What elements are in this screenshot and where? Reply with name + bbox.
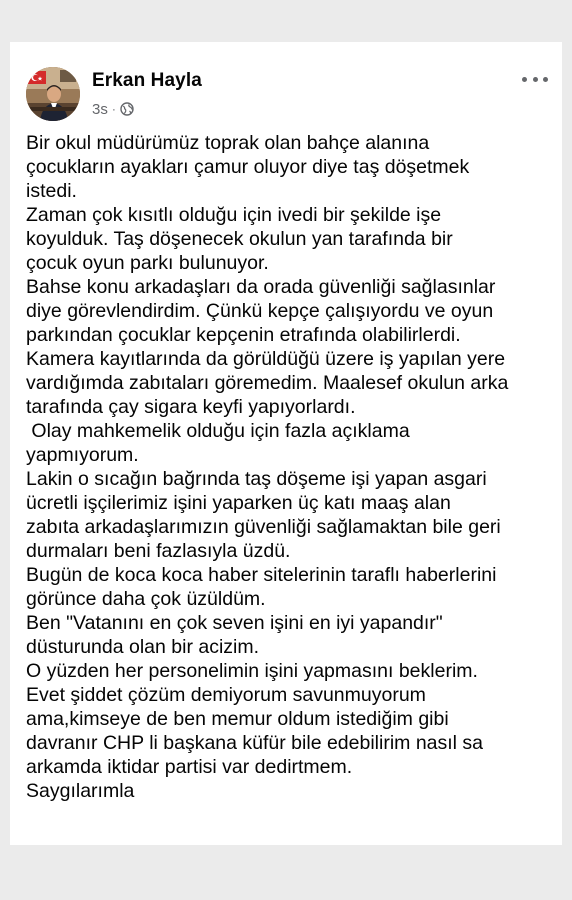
meta-separator: · (111, 102, 116, 116)
post-card (10, 42, 562, 845)
author-avatar[interactable] (26, 67, 80, 121)
globe-icon[interactable] (120, 102, 134, 116)
post-text-line: ücretli işçilerimiz işini yaparken üç katı maaş alan (26, 492, 451, 514)
post-text-line: davranır CHP li başkana küfür bile edebilirim nasıl sa (26, 732, 484, 754)
post-text-line: Kamera kayıtlarında da görüldüğü üzere iş yapılan yere (26, 348, 506, 370)
post-text-line: Bahse konu arkadaşları da orada güvenliği sağlasınlar (26, 276, 496, 298)
post-text-line: çocukların ayakları çamur oluyor diye taş döşetmek (26, 156, 470, 178)
post-text-line: O yüzden her personelimin işini yapmasını beklerim. (26, 660, 478, 682)
post-text-line: ama,kimseye de ben memur oldum istediğim gibi (26, 708, 449, 730)
post-text-line: vardığımda zabıtaları göremedim. Maalesef okulun arka (26, 372, 509, 394)
post-text-line: görünce daha çok üzüldüm. (26, 588, 266, 610)
more-dot (533, 77, 538, 82)
post-text-line: zabıta arkadaşlarımızın güvenliği sağlamaktan bile geri (26, 516, 501, 538)
post-text-line: istedi. (26, 180, 77, 202)
author-name[interactable]: Erkan Hayla (92, 70, 202, 91)
post-text-line: Bir okul müdürümüz toprak olan bahçe alanına (26, 132, 430, 154)
post-timestamp[interactable]: 3s (92, 100, 108, 118)
more-dot (522, 77, 527, 82)
post-text-line: arkamda iktidar partisi var dedirtmem. (26, 756, 353, 778)
post-text-line: yapmıyorum. (26, 444, 139, 466)
post-text-line: düsturunda olan bir acizim. (26, 636, 260, 658)
post-text-line: Ben "Vatanını en çok seven işini en iyi yapandır" (26, 612, 443, 634)
post-text-line: parkından çocuklar kepçenin etrafında olabilirlerdi. (26, 324, 461, 346)
more-options-icon[interactable] (522, 72, 548, 86)
post-text-line: Lakin o sıcağın bağrında taş döşeme işi yapan asgari (26, 468, 487, 490)
post-text-line: koyulduk. Taş döşenecek okulun yan tarafında bir (26, 228, 453, 250)
post-text-line: Bugün de koca koca haber sitelerinin taraflı haberlerini (26, 564, 497, 586)
more-dot (543, 77, 548, 82)
post-text-line: durmaları beni fazlasıyla üzdü. (26, 540, 291, 562)
post-text-line: Saygılarımla (26, 780, 135, 802)
post-meta (92, 100, 134, 118)
post-text (26, 131, 556, 803)
post-text-line: tarafında çay sigara keyfi yapıyorlardı. (26, 396, 356, 418)
post-text-line: Zaman çok kısıtlı olduğu için ivedi bir şekilde işe (26, 204, 442, 226)
post-header (10, 42, 562, 122)
post-text-line: Evet şiddet çözüm demiyorum savunmuyorum (26, 684, 426, 706)
post-text-line: çocuk oyun parkı bulunuyor. (26, 252, 269, 274)
avatar-image (26, 67, 80, 121)
post-text-line: Olay mahkemelik olduğu için fazla açıklama (26, 420, 410, 442)
post-text-line: diye görevlendirdim. Çünkü kepçe çalışıyordu ve oyun (26, 300, 494, 322)
